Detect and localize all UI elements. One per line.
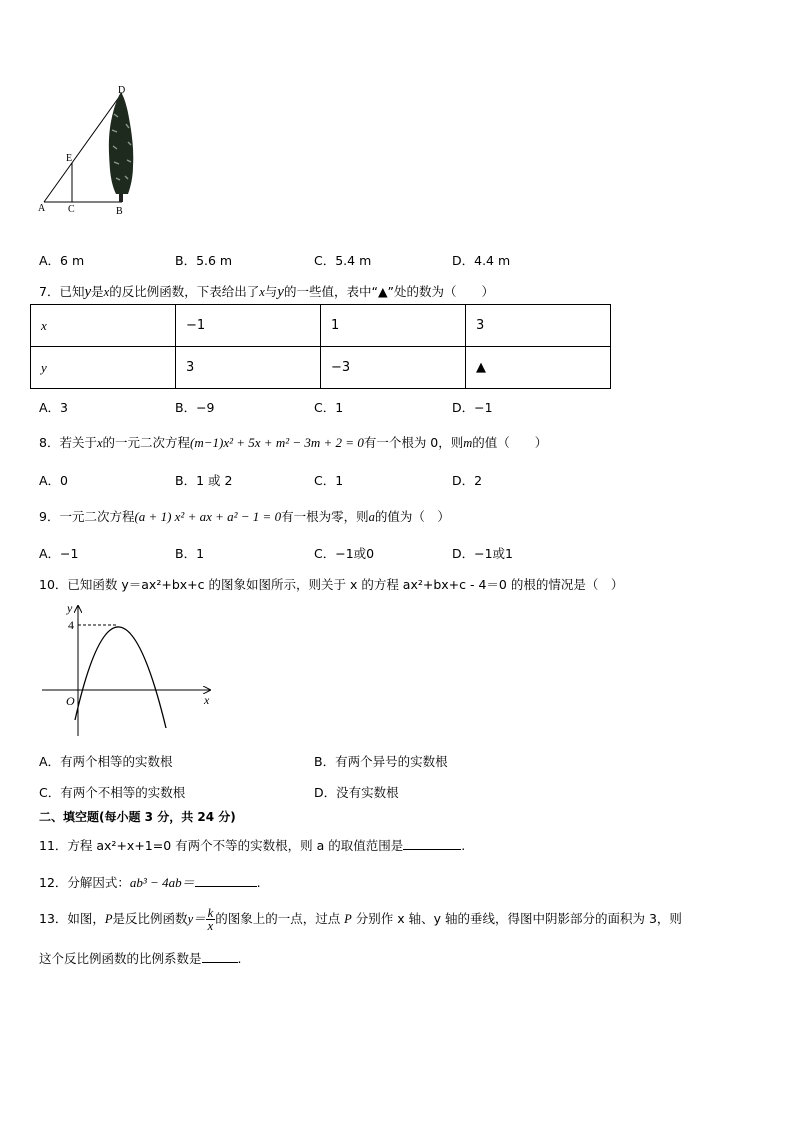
table-cell: y	[31, 347, 176, 389]
option-c[interactable]: C．5.4 m	[314, 253, 372, 268]
y-label: y	[67, 601, 73, 615]
option-c[interactable]: C．1	[314, 473, 344, 488]
var-m: m	[463, 436, 473, 450]
q12-text: .	[256, 875, 261, 890]
q13-y-equals: y＝	[187, 912, 206, 926]
option-b[interactable]: B．−9	[175, 400, 215, 415]
q7-stem	[39, 282, 494, 301]
option-c[interactable]: C．−1或0	[314, 546, 375, 561]
parabola-curve	[75, 627, 166, 728]
q13-text: 的图象上的一点，过点	[215, 911, 345, 926]
q7-text: 是	[91, 284, 104, 299]
label-B: B	[116, 206, 123, 217]
answer-blank[interactable]	[195, 874, 257, 887]
parabola-graph	[38, 598, 218, 740]
q9-text: 9．一元二次方程	[39, 509, 135, 524]
q12-stem	[39, 872, 261, 891]
q13-text: 是反比例函数	[112, 911, 188, 926]
q13-text: 分别作 x 轴、y 轴的垂线，得图中阴影部分的面积为 3，则	[351, 911, 682, 926]
q12-text: 12．分解因式：	[39, 875, 130, 890]
option-a[interactable]: A．6 m	[39, 253, 85, 268]
var-a: a	[368, 510, 375, 524]
q12-expression: ab³ − 4ab＝	[129, 875, 195, 890]
q7-text: 7．已知	[39, 284, 85, 299]
var-y: y	[277, 284, 284, 300]
q11-text: 11．方程 ax²+x+1=0 有两个不等的实数根，则 a 的取值范围是	[39, 838, 404, 853]
q8-text: 有一个根为 0，则	[363, 435, 464, 450]
q8-text: 的值（ ）	[472, 435, 548, 450]
table-row	[31, 305, 611, 347]
table-cell: −1	[176, 305, 321, 347]
q13-text: 这个反比例函数的比例系数是	[39, 951, 202, 966]
option-b[interactable]: B．有两个异号的实数根	[314, 754, 448, 769]
label-C: C	[68, 204, 75, 215]
fraction-numerator: k	[207, 906, 214, 920]
option-a[interactable]: A．3	[39, 400, 69, 415]
q8-stem	[39, 433, 547, 451]
section-heading: 二、填空题(每小题 3 分，共 24 分)	[39, 810, 236, 824]
q8-text: 8．若关于	[39, 435, 97, 450]
q13-stem	[39, 904, 682, 934]
q13-line2	[39, 949, 242, 967]
tree-triangle-figure	[34, 84, 144, 219]
option-b[interactable]: B．1 或 2	[175, 473, 233, 488]
var-y: y	[84, 284, 92, 300]
option-a[interactable]: A．有两个相等的实数根	[39, 754, 173, 769]
q9-stem	[39, 507, 450, 525]
q13-text: .	[237, 951, 242, 966]
q7-text: 的反比例函数，下表给出了	[109, 284, 260, 299]
q8-text: 的一元二次方程	[102, 435, 191, 450]
option-d[interactable]: D．没有实数根	[314, 785, 399, 800]
tree-icon	[109, 92, 133, 202]
q9-text: 的值为（ ）	[374, 509, 450, 524]
label-A: A	[38, 203, 46, 214]
table-cell: 3	[176, 347, 321, 389]
table-row	[31, 347, 611, 389]
q9-equation: (a + 1) x² + ax + a² − 1 = 0	[134, 509, 282, 524]
table-cell: 1	[321, 305, 466, 347]
label-D: D	[118, 85, 126, 96]
option-c[interactable]: C．有两个不相等的实数根	[39, 785, 186, 800]
q7-text: 的一些值，表中“▲”处的数为（ ）	[283, 284, 495, 299]
fraction-denominator: x	[207, 919, 214, 933]
answer-blank[interactable]	[403, 837, 461, 850]
option-c[interactable]: C．1	[314, 400, 344, 415]
var-P: P	[344, 912, 352, 926]
var-x: x	[96, 436, 103, 450]
option-a[interactable]: A．0	[39, 473, 69, 488]
var-P: P	[104, 912, 113, 926]
answer-blank[interactable]	[202, 950, 238, 963]
q13-text: 13．如图，	[39, 911, 105, 926]
q11-stem	[39, 836, 465, 854]
option-b[interactable]: B．1	[175, 546, 205, 561]
origin-label: O	[66, 694, 75, 708]
table-cell: −3	[321, 347, 466, 389]
option-b[interactable]: B．5.6 m	[175, 253, 233, 268]
q10-stem: 10．已知函数 y＝ax²+bx+c 的图象如图所示，则关于 x 的方程 ax²+bx+c - 4＝0 的根的情况是（ ）	[39, 577, 624, 592]
q11-text: .	[461, 838, 466, 853]
option-a[interactable]: A．−1	[39, 546, 79, 561]
values-table	[30, 304, 611, 389]
option-d[interactable]: D．−1或1	[452, 546, 514, 561]
x-label: x	[204, 693, 210, 707]
label-E: E	[66, 153, 73, 164]
table-cell: x	[31, 305, 176, 347]
option-d[interactable]: D．2	[452, 473, 483, 488]
var-x: x	[259, 285, 265, 299]
fraction-k-over-x	[206, 907, 216, 932]
q9-text: 有一根为零，则	[281, 509, 369, 524]
four-label: 4	[68, 618, 74, 632]
table-cell: ▲	[466, 347, 611, 389]
var-x: x	[103, 285, 110, 299]
q8-equation: (m−1)x² + 5x + m² − 3m + 2 = 0	[190, 435, 364, 450]
option-d[interactable]: D．−1	[452, 400, 493, 415]
table-cell: 3	[466, 305, 611, 347]
option-d[interactable]: D．4.4 m	[452, 253, 511, 268]
q7-text: 与	[264, 284, 278, 299]
